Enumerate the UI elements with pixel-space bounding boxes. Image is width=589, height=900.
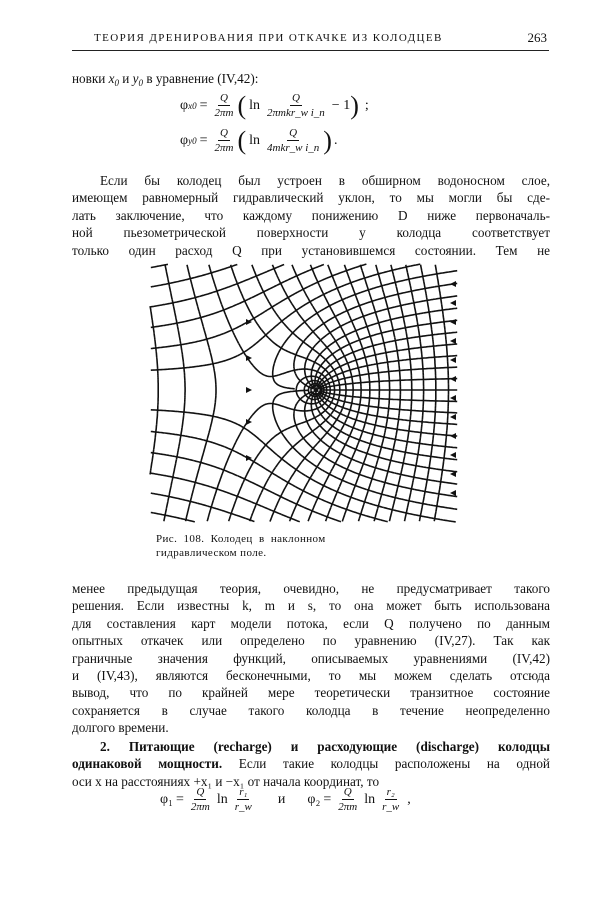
p2-line: опытных откачек или определено по уравнению (IV,27). Так как: [72, 633, 550, 649]
eq1-end: ;: [364, 97, 369, 113]
eq1-equals: =: [199, 97, 208, 113]
eq3-phi1: φ₁: [160, 791, 173, 807]
eq1-ln: ln: [249, 97, 261, 113]
paragraph-1: [72, 172, 550, 259]
eq2-inner-fraction: [265, 127, 321, 154]
eq3-end: ,: [407, 791, 411, 807]
running-header: [72, 30, 549, 51]
section-heading-cont: одинаковой мощности.: [72, 756, 223, 772]
eq2-paren-close: ): [323, 125, 332, 155]
eq2-frac-den: 2πm: [214, 142, 234, 154]
p1-line: лать заключение, что каждому понижению D ниже первоначаль-: [72, 207, 550, 223]
flow-arrow: [450, 452, 456, 458]
paragraph-3: [72, 738, 550, 790]
eq1-frac-num: Q: [220, 92, 228, 104]
flow-arrow: [450, 395, 456, 401]
eq3-ln2: ln: [364, 791, 376, 807]
streamline: [151, 265, 238, 287]
flow-arrow: [450, 319, 456, 325]
eq3-r1-num: r₁: [239, 786, 248, 798]
p2-line: вывод, что по крайней мере теоретически транзитное состояние: [72, 685, 550, 701]
flow-arrow: [246, 387, 252, 393]
streamline: [151, 264, 367, 348]
p3-line: [72, 755, 550, 772]
equation-phi1-phi2: φ₁ = $\frac{Q}{2\pi m}$ ln $\frac{\text{r₁}}{r\_w}$ и φ₂ = $\frac{Q}{2\pi m}$ ln $\frac{\text{r₂}}{r\_w}$ ,: [160, 786, 411, 813]
paragraph-2: [72, 580, 550, 737]
eq1-lhs-sub: x0: [188, 100, 197, 111]
p1-line: имеющем равномерный гидравлический уклон, то мы могли бы сде-: [72, 190, 550, 206]
var-y0-sub: 0: [138, 78, 144, 88]
p1-line: только один расход Q при установившемся состоянии. Тем не: [72, 242, 550, 258]
eq1-inner-fraction: [265, 92, 327, 119]
streamline: [273, 390, 458, 509]
streamline: [151, 513, 195, 522]
eq3-frac1: [189, 786, 212, 813]
p2-line: граничные значения функций, описываемых уравнениями (IV,42): [72, 650, 550, 666]
intro-and: и: [119, 71, 133, 86]
caption-line-2: гидравлическом поле.: [156, 547, 267, 559]
eq2-equals: =: [199, 132, 208, 148]
var-y0: y: [132, 71, 139, 86]
eq2-lhs: φ: [180, 132, 189, 148]
p1-line: ной пьезометрической поверхности у колодца соответствует: [72, 225, 550, 241]
eq3-frac1-num: Q: [196, 786, 205, 798]
flow-arrow: [450, 338, 456, 344]
equation-phi-x0: [180, 92, 369, 119]
eq3-frac2-num: Q: [343, 786, 352, 798]
eq3-ln1: ln: [216, 791, 228, 807]
p2-line: сохраняется в случае такого колодца в течение неопределенно: [72, 702, 550, 718]
well-point: [314, 388, 319, 393]
eq3-r2-num: r₂: [386, 786, 395, 798]
var-x0-sub: 0: [114, 78, 119, 88]
intro-line: [72, 70, 550, 92]
eq3-frac1-den: 2πm: [190, 801, 210, 813]
var-x0: x: [108, 71, 115, 86]
flow-net-figure: [148, 262, 460, 524]
section-heading: 2. Питающие (recharge) и расходующие (discharge) колодцы: [100, 739, 550, 754]
figure-caption: [156, 532, 326, 560]
flow-arrow: [450, 376, 456, 382]
eq3-and: и: [277, 791, 286, 807]
p3-line-2-rest: Если такие колодцы расположены на одной: [222, 756, 550, 772]
p2-line: и (IV,43), являются бесконечными, то мы можем сделать отсюда: [72, 668, 550, 684]
intro-text-before: новки: [72, 71, 109, 86]
eq2-inner-num: Q: [289, 127, 298, 139]
eq1-frac-den: 2πm: [214, 107, 234, 119]
eq1-inner-num: Q: [291, 92, 300, 104]
page-number: 263: [527, 30, 547, 45]
p2-line: долгого времени.: [72, 720, 169, 736]
p2-line: решения. Если известны k, m и s, то она может быть использована: [72, 598, 550, 614]
flow-arrow: [450, 357, 456, 363]
flow-net-lines: [150, 264, 457, 522]
p2-line: менее предыдущая теория, очевидно, не предусматривает такого: [72, 581, 550, 596]
eq2-paren-open: (: [237, 125, 247, 155]
eq1-paren-open: (: [237, 90, 247, 120]
eq2-lhs-sub: y0: [188, 135, 197, 146]
eq3-frac2: [336, 786, 359, 813]
eq3-frac2-den: 2πm: [338, 801, 358, 813]
p1-line: Если бы колодец был устроен в обширном водоносном слое,: [100, 173, 550, 188]
eq2-end: .: [333, 132, 338, 148]
eq3-r2-frac: [380, 786, 401, 813]
caption-line-1: Рис. 108. Колодец в наклонном: [156, 533, 326, 545]
eq1-minus-one: − 1: [331, 97, 351, 113]
flow-arrow: [450, 300, 456, 306]
intro-text-after: в уравнение (IV,42):: [143, 71, 259, 86]
flow-arrow: [450, 281, 456, 287]
flow-arrow: [450, 433, 456, 439]
flow-arrow: [450, 414, 456, 420]
p3-line: оси x на расстояниях +x₁ и −x₁ от начала координат, то: [72, 773, 380, 789]
eq3-phi2: φ₂: [307, 791, 321, 807]
eq3-r1-frac: [233, 786, 254, 813]
equation-phi-y0: [180, 127, 337, 154]
running-title: ТЕОРИЯ ДРЕНИРОВАНИЯ ПРИ ОТКАЧКЕ ИЗ КОЛОДЦЕВ: [94, 32, 443, 44]
eq2-frac-num: Q: [220, 127, 228, 139]
eq2-ln: ln: [249, 132, 261, 148]
eq2-inner-den: 4mkr_w i_n: [267, 142, 320, 154]
eq1-inner-den: 2πmkr_w i_n: [267, 107, 325, 119]
equipotential-line: [419, 265, 435, 521]
p2-line: для составления карт модели потока, если Q получено по данным: [72, 615, 550, 631]
eq2-fraction: [213, 127, 236, 154]
eq1-paren-close: ): [350, 90, 359, 120]
streamline: [151, 265, 324, 328]
eq1-lhs: φ: [180, 97, 189, 113]
eq3-r1-den: r_w: [234, 801, 252, 813]
eq1-fraction: [213, 92, 236, 119]
eq3-r2-den: r_w: [382, 801, 400, 813]
